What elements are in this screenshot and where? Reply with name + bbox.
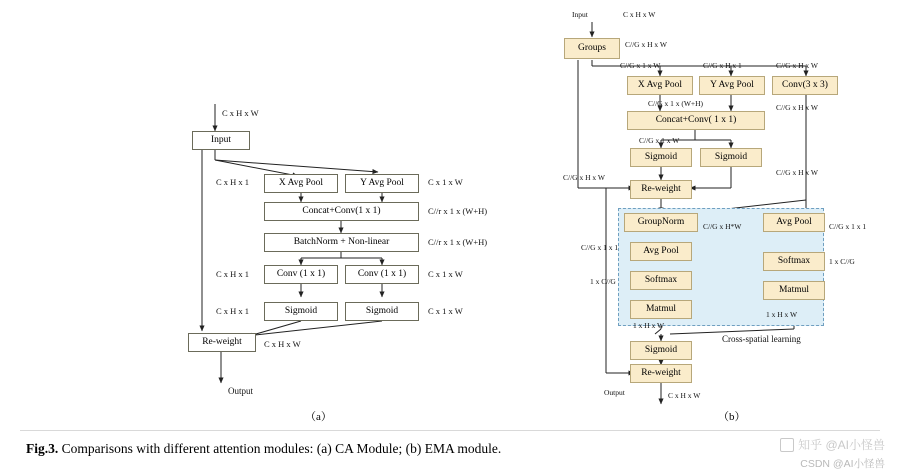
label-input-dim-b: C x H x W — [623, 10, 656, 19]
box-softmax-right-b: Softmax — [763, 252, 825, 271]
box-sigmoid-1-b: Sigmoid — [630, 148, 692, 167]
box-re-weight-1-b: Re-weight — [630, 180, 692, 199]
label-left-sigmoid-dim-a: C x H x 1 — [216, 306, 250, 316]
box-avg-pool-left-b: Avg Pool — [630, 242, 692, 261]
box-y-avg-pool-b: Y Avg Pool — [699, 76, 765, 95]
zhihu-logo-icon — [780, 438, 794, 452]
label-softmax-right-b: 1 x C//G — [829, 257, 855, 266]
box-matmul-left-b: Matmul — [630, 300, 692, 319]
box-groupnorm-b: GroupNorm — [624, 213, 698, 232]
label-output-dim-b: C x H x W — [668, 391, 701, 400]
label-ypool-in-b: C//G x H x 1 — [703, 61, 742, 70]
box-conv3x3-b: Conv(3 x 3) — [772, 76, 838, 95]
label-output-b: Output — [604, 388, 625, 397]
csdn-watermark: CSDN @AI小怪兽 — [800, 458, 885, 470]
zhihu-watermark — [780, 436, 885, 453]
label-top-input-dim-a: C x H x W — [222, 108, 259, 118]
label-softmax-left-b: 1 x C//G — [590, 277, 616, 286]
label-right-c1w-a: C x 1 x W — [428, 177, 463, 187]
box-concat-conv-a: Concat+Conv(1 x 1) — [264, 202, 419, 221]
panel-a-label: （a） — [305, 411, 332, 423]
label-sigmoid-in-b: C//G x 1 x W — [639, 136, 680, 145]
label-matmul-left-b: 1 x H x W — [633, 321, 665, 330]
box-conv-right-a: Conv (1 x 1) — [345, 265, 419, 284]
box-sigmoid-2-b: Sigmoid — [700, 148, 762, 167]
label-output-a: Output — [228, 386, 254, 396]
box-input-a: Input — [192, 131, 250, 150]
label-groups-out-b: C//G x H x W — [625, 40, 667, 49]
box-concat-conv-b: Concat+Conv( 1 x 1) — [627, 111, 765, 130]
figure-caption — [26, 441, 501, 457]
zhihu-watermark-text: 知乎 @AI小怪兽 — [798, 438, 885, 452]
box-sigmoid-right-a: Sigmoid — [345, 302, 419, 321]
label-gn-mid-b: C//G x H*W — [703, 222, 742, 231]
label-matmul-right-b: 1 x H x W — [766, 310, 798, 319]
figure-caption-text: Comparisons with different attention modules: (a) CA Module; (b) EMA module. — [58, 441, 502, 456]
box-re-weight-a: Re-weight — [188, 333, 256, 352]
box-sigmoid-3-b: Sigmoid — [630, 341, 692, 360]
box-groups-b: Groups — [564, 38, 620, 59]
label-xpool-in-b: C//G x 1 x W — [620, 61, 661, 70]
label-bn-dim-a: C//r x 1 x (W+H) — [428, 237, 488, 247]
label-right-sigmoid-dim-a: C x 1 x W — [428, 306, 463, 316]
box-matmul-right-b: Matmul — [763, 281, 825, 300]
label-input-b: Input — [572, 10, 588, 19]
box-y-avg-pool-a: Y Avg Pool — [345, 174, 419, 193]
box-batchnorm-a: BatchNorm + Non-linear — [264, 233, 419, 252]
label-concat-in-b: C//G x 1 x (W+H) — [648, 99, 704, 108]
box-avg-pool-right-b: Avg Pool — [763, 213, 825, 232]
box-re-weight-2-b: Re-weight — [630, 364, 692, 383]
label-left-conv-dim-a: C x H x 1 — [216, 269, 250, 279]
label-reweight-dim-a: C x H x W — [264, 339, 301, 349]
label-concat-dim-a: C//r x 1 x (W+H) — [428, 206, 488, 216]
box-conv-left-a: Conv (1 x 1) — [264, 265, 338, 284]
label-gn-left-b: C//G x 1 x 1 — [581, 243, 619, 252]
label-left-chw-a: C x H x 1 — [216, 177, 250, 187]
label-cross-spatial-learning: Cross-spatial learning — [722, 334, 801, 344]
box-sigmoid-left-a: Sigmoid — [264, 302, 338, 321]
figure-caption-label: Fig.3. — [26, 441, 59, 456]
box-x-avg-pool-a: X Avg Pool — [264, 174, 338, 193]
box-x-avg-pool-b: X Avg Pool — [627, 76, 693, 95]
panel-b-label: （b） — [718, 411, 746, 423]
label-conv-out2-b: C//G x H x W — [776, 168, 818, 177]
label-right-conv-dim-a: C x 1 x W — [428, 269, 463, 279]
caption-divider — [20, 430, 880, 431]
label-reweight-left-b: C//G x H x W — [563, 173, 605, 182]
box-softmax-left-b: Softmax — [630, 271, 692, 290]
label-conv-in-b: C//G x H x W — [776, 61, 818, 70]
label-pool-right-b: C//G x 1 x 1 — [829, 222, 867, 231]
label-conv-out-b: C//G x H x W — [776, 103, 818, 112]
